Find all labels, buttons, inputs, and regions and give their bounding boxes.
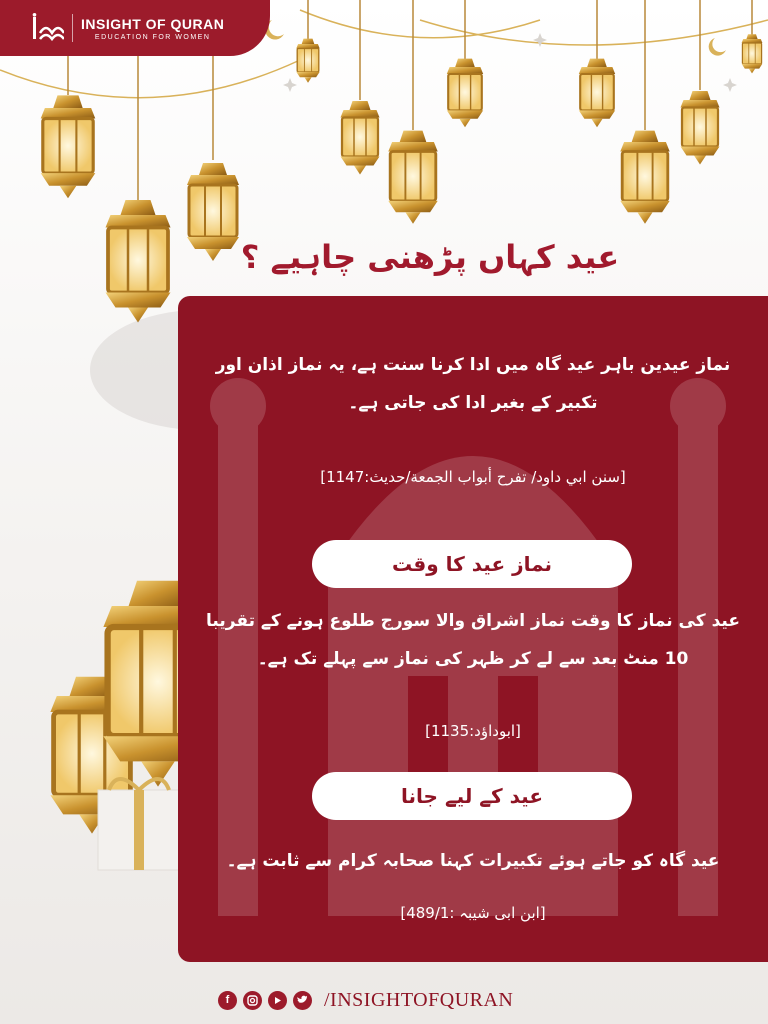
section-1-paragraph: نماز عیدین باہر عید گاہ میں ادا کرنا سنت ہے، یہ نماز اذان اور تکبیر کے بغیر ادا کی جاتی ہے۔ (215, 355, 731, 413)
section-3-paragraph: عید گاہ کو جاتے ہوئے تکبیرات کہنا صحابہ کرام سے ثابت ہے۔ (226, 851, 720, 871)
facebook-icon[interactable]: f (218, 991, 237, 1010)
social-handle[interactable]: /INSIGHTOFQURAN (324, 988, 514, 1011)
brand-name: INSIGHT OF QURAN (81, 15, 225, 32)
brand-header (0, 0, 270, 56)
content (178, 296, 768, 962)
brand-tagline: EDUCATION FOR WOMEN (94, 33, 211, 41)
section-2-heading: نماز عید کا وقت (312, 540, 632, 588)
content-panel (178, 296, 768, 962)
section-2-paragraph: عید کی نماز کا وقت نماز اشراق والا سورج طلوع ہونے کے تقریبا 10 منٹ بعد سے لے کر ظہر کی نماز سے پہلے تک ہے۔ (206, 611, 740, 669)
youtube-icon[interactable] (268, 991, 287, 1010)
social-footer (218, 986, 513, 1014)
section-3-heading: عید کے لیے جانا (312, 772, 632, 820)
brand-divider (72, 14, 73, 42)
instagram-icon[interactable] (243, 991, 262, 1010)
brand-text (81, 16, 224, 41)
page-title: عید کہاں پڑھنی چاہیے ؟ (240, 238, 620, 276)
section-2-reference: [ابوداؤد:1135] (425, 722, 521, 740)
twitter-icon[interactable] (293, 991, 312, 1010)
section-1-reference: [سنن ابي داود/ تفرح أبواب الجمعة/حديث:1147] (320, 468, 626, 486)
brand-logo-icon (30, 13, 64, 43)
section-3-reference: [ابن ابی شیبہ :489/1] (400, 904, 546, 922)
